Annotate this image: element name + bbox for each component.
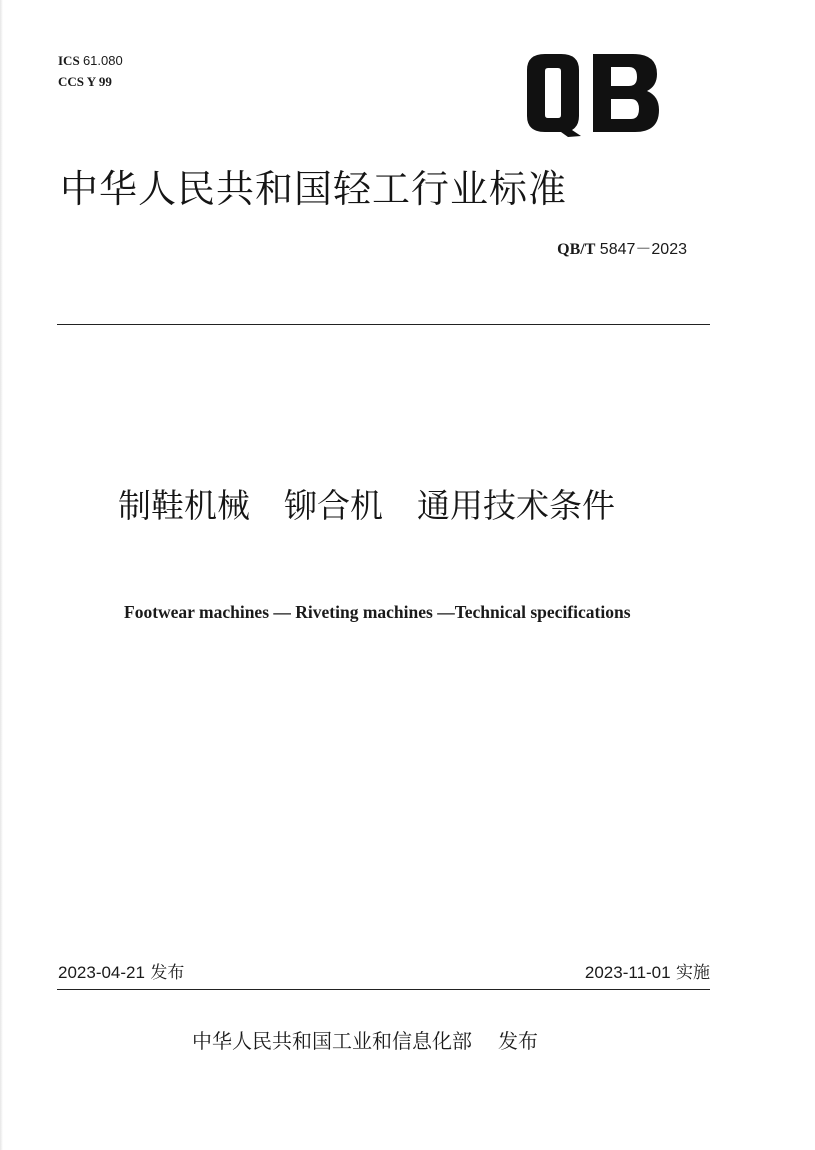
title-cn-part-2: 铆合机 bbox=[284, 486, 383, 525]
top-divider bbox=[57, 324, 710, 325]
ccs-classification: CCS Y 99 bbox=[58, 74, 112, 89]
issuing-authority bbox=[192, 1028, 538, 1054]
industry-standard-title: 中华人民共和国轻工行业标准 bbox=[60, 167, 568, 211]
ics-code: 61.080 bbox=[82, 53, 123, 68]
document-title-cn bbox=[118, 484, 615, 528]
standard-number-code: 5847－2023 bbox=[595, 241, 687, 258]
standard-number bbox=[557, 238, 687, 261]
document-title-en: Footwear machines — Riveting machines —Technical specifications bbox=[124, 602, 631, 622]
bottom-divider bbox=[57, 989, 710, 990]
implementation-date-label: 实施 bbox=[670, 963, 710, 983]
qb-logo-letter-q bbox=[527, 54, 581, 137]
qb-logo bbox=[517, 52, 662, 138]
implementation-date-value: 2023-11-01 bbox=[584, 963, 671, 982]
issue-date bbox=[58, 962, 184, 984]
title-cn-part-1: 制鞋机械 bbox=[118, 486, 250, 525]
issue-date-value: 2023-04-21 bbox=[58, 963, 145, 982]
ics-classification bbox=[58, 53, 123, 69]
qb-logo-letter-b bbox=[593, 54, 659, 132]
implementation-date bbox=[585, 962, 710, 984]
page-edge-shadow bbox=[0, 0, 3, 1150]
title-cn-part-3: 通用技术条件 bbox=[417, 486, 615, 525]
issuer-name: 中华人民共和国工业和信息化部 bbox=[192, 1029, 472, 1053]
issuer-action: 发布 bbox=[498, 1029, 538, 1053]
ics-label: ICS bbox=[58, 53, 80, 68]
standard-number-prefix: QB/T bbox=[557, 241, 596, 258]
issue-date-label: 发布 bbox=[144, 963, 185, 983]
